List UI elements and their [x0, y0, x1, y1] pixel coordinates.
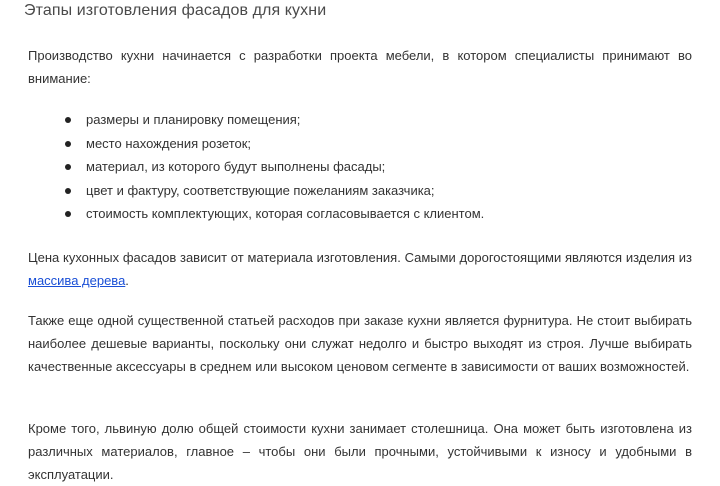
- list-item-text: размеры и планировку помещения;: [86, 112, 301, 127]
- list-item-text: материал, из которого будут выполнены фасады;: [86, 159, 386, 174]
- list-item-text: стоимость комплектующих, которая согласовывается с клиентом.: [86, 206, 485, 221]
- requirements-list: [28, 108, 484, 226]
- bullet-icon: [65, 211, 71, 217]
- list-item-text: место нахождения розеток;: [86, 135, 252, 151]
- list-item: [28, 179, 484, 203]
- intro-paragraph: Производство кухни начинается с разработки проекта мебели, в котором специалисты принимают во внимание:: [28, 48, 692, 86]
- list-item: [28, 132, 484, 156]
- bullet-icon: [65, 117, 71, 123]
- fittings-paragraph: Также еще одной существенной статьей расходов при заказе кухни является фурнитура. Не стоит выбирать наиболее дешевые варианты, поскольку они служат недолго и быстро выходят из строя. Лучше выбирать качественные аксессуары в среднем или высоком ценовом сегменте в зависимости от ваших возможностей.: [28, 313, 692, 374]
- list-item-text: цвет и фактуру, соответствующие пожеланиям заказчика;: [86, 182, 435, 198]
- countertop-paragraph: Кроме того, львиную долю общей стоимости кухни занимает столешница. Она может быть изготовлена из различных материалов, главное – чтобы они были прочными, устойчивыми к износу и удобными в эксплуатации.: [28, 421, 692, 482]
- bullet-icon: [65, 164, 71, 170]
- list-item: [28, 108, 484, 132]
- solid-wood-link[interactable]: массива дерева: [28, 273, 126, 288]
- list-item: [28, 202, 484, 226]
- list-item: [28, 155, 484, 179]
- price-paragraph-end: .: [125, 273, 129, 288]
- page-title: Этапы изготовления фасадов для кухни: [24, 2, 327, 19]
- price-paragraph-text: Цена кухонных фасадов зависит от материала изготовления. Самыми дорогостоящими являются изделия из: [28, 250, 692, 265]
- price-paragraph: [28, 246, 692, 292]
- bullet-icon: [65, 188, 71, 194]
- bullet-icon: [65, 141, 71, 147]
